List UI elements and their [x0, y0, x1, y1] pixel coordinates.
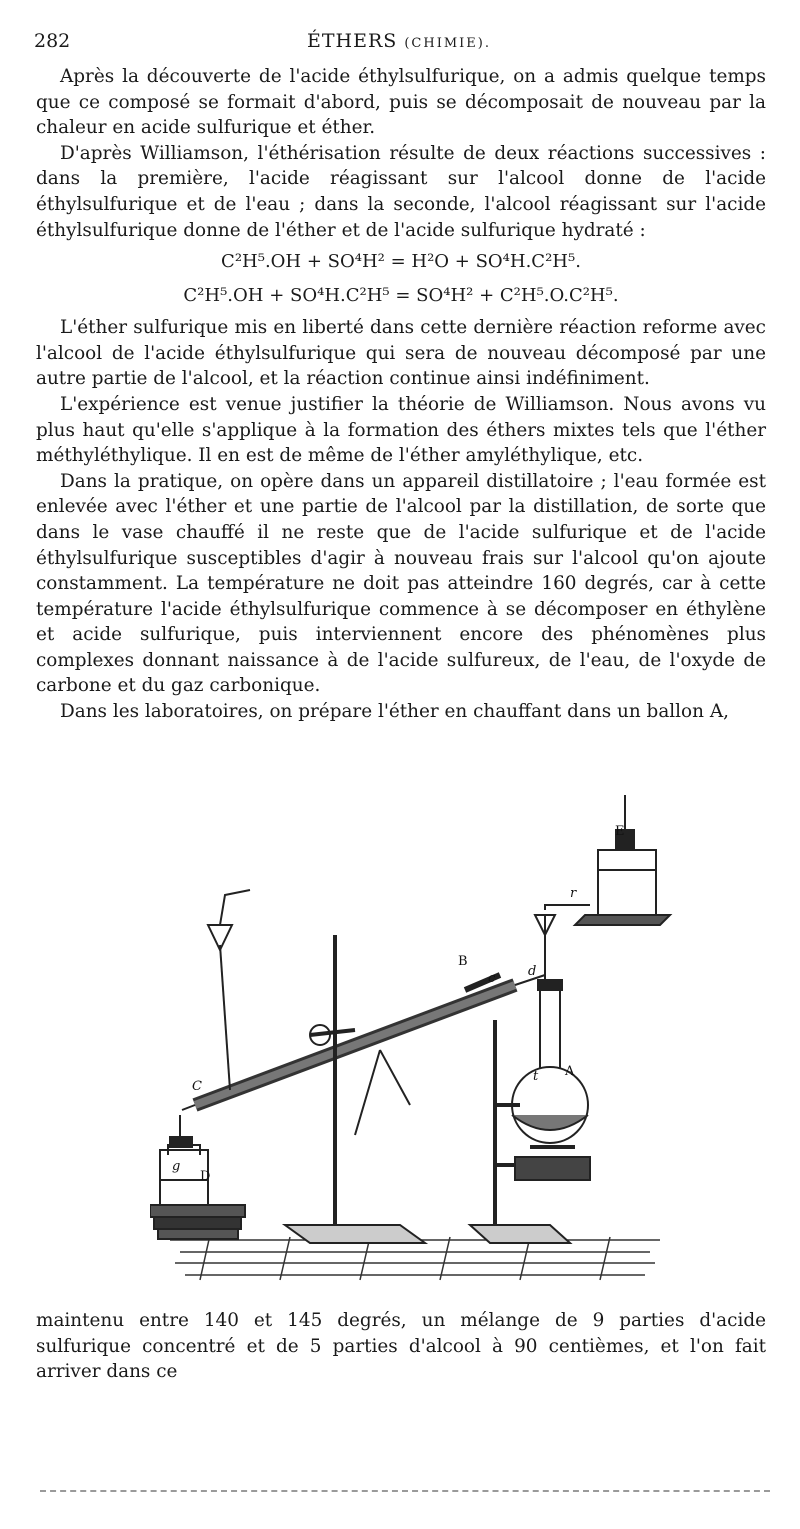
receiver-jar-d — [150, 1137, 245, 1239]
label-b: B — [458, 954, 468, 969]
apparatus-illustration — [150, 785, 680, 1290]
label-e: E — [615, 824, 625, 839]
paragraph-williamson: D'après Williamson, l'éthérisation résulte de deux réactions successives : dans la première, l'acide réagissant sur l'alcool donne de l'acide éthylsulfurique et de l'eau ; dans la seconde, l'alcool réagissant sur l'acide éthylsulfurique donne de l'éther et de l'acide sulfurique hydraté : — [36, 142, 766, 241]
label-a: A — [565, 1064, 575, 1079]
main-text-bottom — [36, 1308, 766, 1385]
condenser-c — [180, 890, 515, 1147]
page-number: 282 — [34, 30, 71, 52]
running-title — [34, 30, 764, 52]
label-c: c — [488, 971, 496, 986]
main-text-top — [36, 64, 766, 725]
label-d-tube: d — [528, 964, 537, 979]
feed-tubes — [515, 905, 590, 985]
running-title-subtitle: (CHIMIE). — [404, 36, 491, 51]
running-title-main: ÉTHERS — [307, 30, 398, 52]
label-c-condenser: C — [192, 1079, 202, 1094]
page-header — [34, 30, 764, 58]
flask-a — [512, 980, 590, 1180]
paragraph-discovery: Après la découverte de l'acide éthylsulfurique, on a admis quelque temps que ce composé se formait d'abord, puis se décomposait de nouveau par la chaleur en acide sulfurique et éther. — [36, 66, 766, 139]
paragraph-continuation: maintenu entre 140 et 145 degrés, un mélange de 9 parties d'acide sulfurique concentré et de 5 parties d'alcool à 90 centièmes, et l'on fait arriver dans ce — [36, 1310, 766, 1383]
paragraph-experience: L'expérience est venue justifier la théorie de Williamson. Nous avons vu plus haut qu'elle s'applique à la formation des éthers mixtes tels que l'éther méthyléthylique. Il en est de même de l'éther amyléthylique, etc. — [36, 393, 766, 467]
center-stand — [285, 935, 425, 1243]
label-d: D — [200, 1169, 211, 1184]
equation-1: C²H⁵.OH + SO⁴H² = H²O + SO⁴H.C²H⁵. — [221, 251, 581, 273]
paragraph-ether-liberated: L'éther sulfurique mis en liberté dans cette dernière réaction reforme avec l'alcool de l'acide éthylsulfurique qui sera de nouveau décomposé par une autre partie de l'alcool, et la réaction continue ainsi indéfiniment. — [36, 317, 766, 390]
equation-2: C²H⁵.OH + SO⁴H.C²H⁵ = SO⁴H² + C²H⁵.O.C²H⁵. — [183, 285, 619, 307]
paragraph-laboratory: Dans les laboratoires, on prépare l'éther en chauffant dans un ballon A, — [60, 701, 729, 723]
label-g: g — [172, 1159, 181, 1174]
label-t: t — [533, 1069, 539, 1084]
footer-rule — [40, 1490, 770, 1492]
paragraph-practice: Dans la pratique, on opère dans un appareil distillatoire ; l'eau formée est enlevée avec l'éther et une partie de l'alcool par la distillation, de sorte que dans le vase chauffé il ne reste que de l'acide sulfurique et de l'acide éthylsulfurique susceptibles d'agir à nouveau frais sur l'alcool qu'on ajoute constamment. La température ne doit pas atteindre 160 degrés, car à cette température l'acide éthylsulfurique commence à se décomposer en éthylène et acide sulfurique, puis interviennent encore des phénomènes plus complexes donnant naissance à de l'acide sulfureux, de l'eau, de l'oxyde de carbone et du gaz carbonique. — [36, 470, 766, 697]
distillation-apparatus-figure — [150, 785, 680, 1290]
label-r: r — [570, 886, 577, 901]
right-stand — [470, 1020, 570, 1243]
